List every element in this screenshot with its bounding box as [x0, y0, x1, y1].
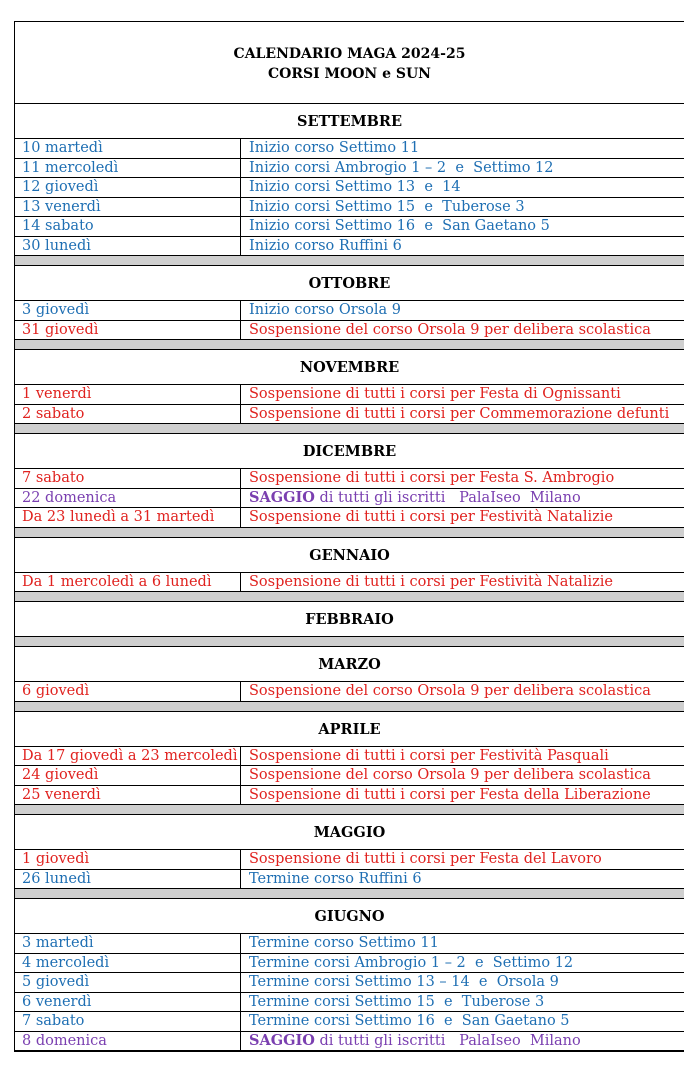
event-cell [241, 747, 684, 766]
date-cell: 12 giovedì [15, 178, 241, 197]
event-cell [241, 198, 684, 217]
table-row [15, 159, 684, 179]
event-text: Inizio corsi Settimo 15 e Tuberose 3 [249, 198, 525, 215]
event-text: Inizio corsi Settimo 13 e 14 [249, 179, 461, 195]
event-text: Sospensione di tutti i corsi per Festa S. Ambrogio [249, 470, 615, 486]
date-cell: 3 martedì [15, 934, 241, 953]
table-row [15, 870, 684, 890]
date-cell: 4 mercoledì [15, 954, 241, 973]
date-cell: 14 sabato [15, 217, 241, 236]
month-separator [15, 889, 684, 899]
event-cell [241, 1012, 684, 1031]
month-separator [15, 637, 684, 647]
event-cell [241, 508, 684, 527]
month-header-maggio: MAGGIO [15, 815, 684, 850]
date-cell: 3 giovedì [15, 301, 241, 320]
month-separator [15, 256, 684, 266]
table-row [15, 1012, 684, 1032]
event-text: Termine corsi Settimo 15 e Tuberose 3 [249, 993, 545, 1010]
date-cell: Da 17 giovedì a 23 mercoledì [15, 747, 241, 766]
event-cell [241, 178, 684, 197]
table-row [15, 934, 684, 954]
month-header-febbraio: FEBBRAIO [15, 602, 684, 637]
saggio-label: SAGGIO [249, 488, 315, 506]
table-row [15, 139, 684, 159]
event-cell [241, 159, 684, 178]
date-cell: 6 giovedì [15, 682, 241, 701]
event-text: Inizio corso Ruffini 6 [249, 237, 402, 254]
date-cell: 13 venerdì [15, 198, 241, 217]
table-row [15, 954, 684, 974]
saggio-label: SAGGIO [249, 1031, 315, 1049]
date-cell: 22 domenica [15, 489, 241, 508]
date-cell: 26 lunedì [15, 870, 241, 889]
table-row [15, 786, 684, 806]
month-header-giugno: GIUGNO [15, 899, 684, 934]
event-text: Sospensione di tutti i corsi per Festività Natalizie [249, 573, 613, 590]
date-cell: 10 martedì [15, 139, 241, 158]
table-row [15, 993, 684, 1013]
table-row [15, 178, 684, 198]
event-cell [241, 139, 684, 158]
calendar-title: CALENDARIO MAGA 2024-25 [233, 46, 466, 62]
event-text: Inizio corso Settimo 11 [249, 140, 420, 156]
date-cell: 25 venerdì [15, 786, 241, 805]
table-row [15, 301, 684, 321]
month-separator [15, 702, 684, 712]
event-text: Sospensione del corso Orsola 9 per delibera scolastica [249, 767, 651, 783]
title-block [15, 22, 684, 104]
table-row [15, 573, 684, 593]
event-cell [241, 469, 684, 488]
date-cell: 5 giovedì [15, 973, 241, 992]
event-text: Termine corso Settimo 11 [249, 935, 439, 951]
event-cell [241, 850, 684, 869]
event-cell [241, 237, 684, 256]
event-text: Inizio corso Orsola 9 [249, 302, 401, 318]
event-cell [241, 405, 684, 424]
event-text: Sospensione di tutti i corsi per Festa del Lavoro [249, 851, 602, 867]
month-separator [15, 592, 684, 602]
event-text: Termine corsi Settimo 16 e San Gaetano 5 [249, 1013, 570, 1029]
month-header-gennaio: GENNAIO [15, 538, 684, 573]
table-row [15, 682, 684, 702]
event-cell [241, 489, 684, 508]
table-row [15, 321, 684, 341]
event-cell [241, 573, 684, 592]
table-row [15, 198, 684, 218]
table-row [15, 489, 684, 509]
month-header-dicembre: DICEMBRE [15, 434, 684, 469]
month-header-settembre: SETTEMBRE [15, 104, 684, 139]
month-separator [15, 340, 684, 350]
event-text: Sospensione di tutti i corsi per Festività Pasquali [249, 747, 609, 764]
date-cell: 2 sabato [15, 405, 241, 424]
event-text: Sospensione di tutti i corsi per Commemorazione defunti [249, 405, 670, 422]
month-header-ottobre: OTTOBRE [15, 266, 684, 301]
event-cell [241, 934, 684, 953]
date-cell: Da 23 lunedì a 31 martedì [15, 508, 241, 527]
calendar-subtitle: CORSI MOON e SUN [268, 66, 431, 82]
date-cell: 6 venerdì [15, 993, 241, 1012]
event-text: Inizio corsi Settimo 16 e San Gaetano 5 [249, 218, 550, 234]
date-cell: 7 sabato [15, 1012, 241, 1031]
event-text: Sospensione di tutti i corsi per Festa della Liberazione [249, 786, 651, 803]
event-cell [241, 954, 684, 973]
event-cell [241, 1032, 684, 1051]
table-row [15, 850, 684, 870]
event-cell [241, 321, 684, 340]
months-container [15, 104, 684, 1051]
table-row [15, 766, 684, 786]
table-row [15, 385, 684, 405]
date-cell: 30 lunedì [15, 237, 241, 256]
event-text: di tutti gli iscritti PalaIseo Milano [314, 489, 581, 506]
date-cell: 31 giovedì [15, 321, 241, 340]
event-cell [241, 682, 684, 701]
event-text: Sospensione del corso Orsola 9 per delibera scolastica [249, 321, 651, 338]
event-cell [241, 786, 684, 805]
date-cell: 11 mercoledì [15, 159, 241, 178]
table-row [15, 405, 684, 425]
date-cell: Da 1 mercoledì a 6 lunedì [15, 573, 241, 592]
event-text: Sospensione del corso Orsola 9 per delibera scolastica [249, 683, 651, 699]
event-text: Inizio corsi Ambrogio 1 – 2 e Settimo 12 [249, 159, 554, 176]
event-cell [241, 385, 684, 404]
date-cell: 1 venerdì [15, 385, 241, 404]
event-text: Termine corso Ruffini 6 [249, 870, 422, 887]
table-row [15, 217, 684, 237]
table-row [15, 508, 684, 528]
date-cell: 8 domenica [15, 1032, 241, 1051]
date-cell: 7 sabato [15, 469, 241, 488]
event-cell [241, 301, 684, 320]
event-text: Sospensione di tutti i corsi per Festa di Ognissanti [249, 386, 621, 402]
calendar-table [14, 21, 684, 1052]
month-header-aprile: APRILE [15, 712, 684, 747]
event-cell [241, 766, 684, 785]
month-separator [15, 805, 684, 815]
month-separator [15, 424, 684, 434]
month-separator [15, 528, 684, 538]
table-row [15, 469, 684, 489]
event-cell [241, 870, 684, 889]
event-text: Termine corsi Ambrogio 1 – 2 e Settimo 12 [249, 954, 574, 971]
table-row [15, 747, 684, 767]
event-cell [241, 973, 684, 992]
table-row [15, 1032, 684, 1052]
month-header-marzo: MARZO [15, 647, 684, 682]
month-header-novembre: NOVEMBRE [15, 350, 684, 385]
table-row [15, 237, 684, 257]
event-cell [241, 217, 684, 236]
date-cell: 24 giovedì [15, 766, 241, 785]
date-cell: 1 giovedì [15, 850, 241, 869]
event-cell [241, 993, 684, 1012]
event-text: Sospensione di tutti i corsi per Festività Natalizie [249, 509, 613, 525]
table-row [15, 973, 684, 993]
event-text: Termine corsi Settimo 13 – 14 e Orsola 9 [249, 974, 559, 990]
event-text: di tutti gli iscritti PalaIseo Milano [314, 1032, 581, 1049]
